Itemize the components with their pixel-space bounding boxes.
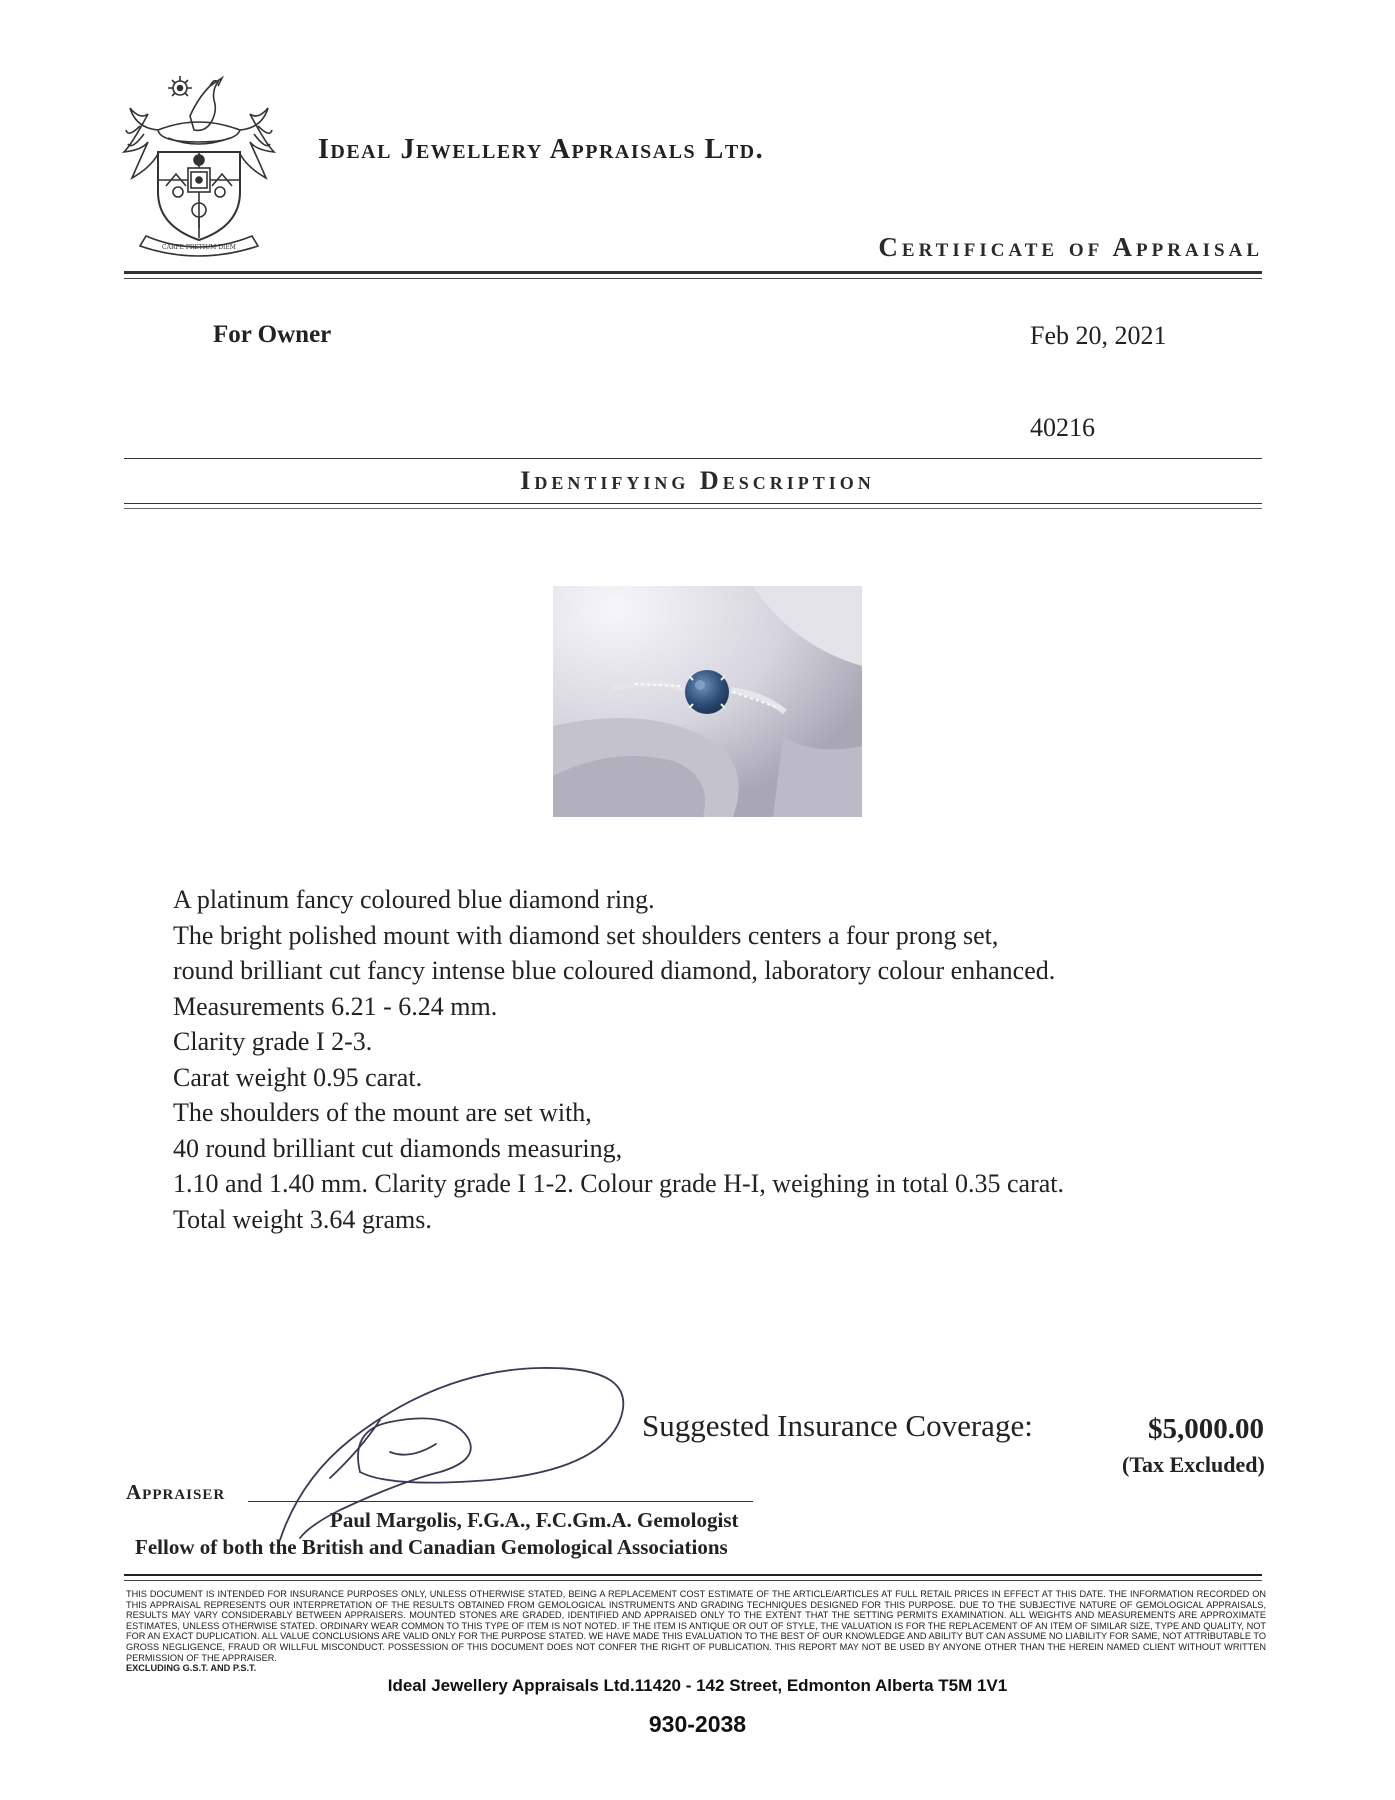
identifying-description <box>173 882 1064 1237</box>
description-line: Carat weight 0.95 carat. <box>173 1062 423 1092</box>
description-line: Clarity grade I 2-3. <box>173 1027 373 1056</box>
description-line: A platinum fancy coloured blue diamond ring. <box>173 885 655 914</box>
section-title: Identifying Description <box>520 466 875 495</box>
description-line: 1.10 and 1.40 mm. Clarity grade I 1-2. Colour grade H-I, weighing in total 0.35 carat. <box>173 1169 1065 1198</box>
disclaimer-body: THIS DOCUMENT IS INTENDED FOR INSURANCE PURPOSES ONLY, UNLESS OTHERWISE STATED, BEING A REPLACEMENT COST ESTIMATE OF THE ARTICLE/ARTICLES AT FULL RETAIL PRICES IN EFFECT AT THIS DATE. THE INFORMATION RECORDED ON THIS APPRAISAL REPRESENTS OUR INTERPRETATION OF THE RESULTS OBTAINED FROM GEMOLOGICAL INSTRUMENTS AND GRADING TECHNIQUES DESIGNED FOR THIS PURPOSE. DUE TO THE SUBJECTIVE NATURE OF GEMOLOGICAL APPRAISALS, RESULTS MAY VARY CONSIDERABLY BETWEEN APPRAISERS. MOUNTED STONES ARE GRADED, IDENTIFIED AND APPRAISED ONLY TO THE EXTENT THAT THE SETTING PERMITS EXAMINATION. ALL WEIGHTS AND MEASUREMENTS ARE APPROXIMATE ESTIMATES, UNLESS OTHERWISE STATED. ORDINARY WEAR COMMON TO THIS TYPE OF ITEM IS NOT NOTED. IF THE ITEM IS ANTIQUE OR OUT OF STYLE, THE VALUATION IS FOR THE REPLACEMENT OF AN ITEM OF SIMILAR SIZE, TYPE AND QUALITY, NOT FOR AN EXACT DUPLICATION. ALL VALUE CONCLUSIONS ARE VALID ONLY FOR THE PURPOSE STATED. WE HAVE MADE THIS EVALUATION TO THE BEST OF OUR KNOWLEDGE AND ABILITY BUT CAN ASSUME NO LIABILITY FOR SAME, NOT ATTRIBUTABLE TO GROSS NEGLIGENCE, FRAUD OR WILLFUL MISCONDUCT. POSSESSION OF THIS DOCUMENT DOES NOT CONFER THE RIGHT OF PUBLICATION. THIS REPORT MAY NOT BE USED BY ANYONE OTHER THAN THE HEREIN NAMED CLIENT WITHOUT WRITTEN PERMISSION OF THE APPRAISER. <box>126 1589 1266 1663</box>
tax-note: (Tax Excluded) <box>1122 1452 1265 1477</box>
appraiser-label: Appraiser <box>126 1480 226 1504</box>
company-name: Ideal Jewellery Appraisals Ltd. <box>318 134 765 165</box>
ring-illustration <box>553 586 862 817</box>
appraiser-signature <box>240 1360 660 1545</box>
description-line: 40 round brilliant cut diamonds measuring, <box>173 1133 623 1163</box>
svg-text:CARPE PRETIUM DIEM: CARPE PRETIUM DIEM <box>162 244 236 251</box>
appraiser-fellowship: Fellow of both the British and Canadian Gemological Associations <box>135 1535 728 1559</box>
company-address: Ideal Jewellery Appraisals Ltd.11420 - 142 Street, Edmonton Alberta T5M 1V1 <box>387 1676 1008 1695</box>
description-line: round brilliant cut fancy intense blue coloured diamond, laboratory colour enhanced. <box>173 956 1056 985</box>
ring-photo <box>553 586 862 817</box>
disclaimer-divider <box>124 1574 1262 1576</box>
tax-exclusion-note: EXCLUDING G.S.T. AND P.S.T. <box>126 1663 257 1674</box>
certificate-title: Certificate of Appraisal <box>878 232 1263 262</box>
owner-label: For Owner <box>213 321 332 348</box>
coat-of-arms-logo <box>118 68 278 258</box>
header-divider <box>124 271 1262 274</box>
company-phone: 930-2038 <box>648 1711 747 1737</box>
description-line: The shoulders of the mount are set with, <box>173 1098 592 1127</box>
section-divider-bottom-thin <box>124 508 1262 509</box>
header-divider-thin <box>124 278 1262 279</box>
section-divider-top <box>124 458 1262 459</box>
section-divider-bottom <box>124 503 1262 504</box>
appraisal-number: 40216 <box>1030 413 1095 442</box>
disclaimer-text <box>126 1589 1266 1674</box>
description-line: Measurements 6.21 - 6.24 mm. <box>173 991 498 1021</box>
insurance-coverage-label: Suggested Insurance Coverage: <box>642 1408 1033 1443</box>
disclaimer-divider-thin <box>124 1580 1262 1581</box>
description-line: Total weight 3.64 grams. <box>173 1204 432 1234</box>
description-line: The bright polished mount with diamond set shoulders centers a four prong set, <box>173 920 999 950</box>
insurance-coverage-value: $5,000.00 <box>1148 1413 1264 1445</box>
appraiser-name: Paul Margolis, F.G.A., F.C.Gm.A. Gemologist <box>330 1508 739 1532</box>
appraisal-date: Feb 20, 2021 <box>1030 321 1167 350</box>
